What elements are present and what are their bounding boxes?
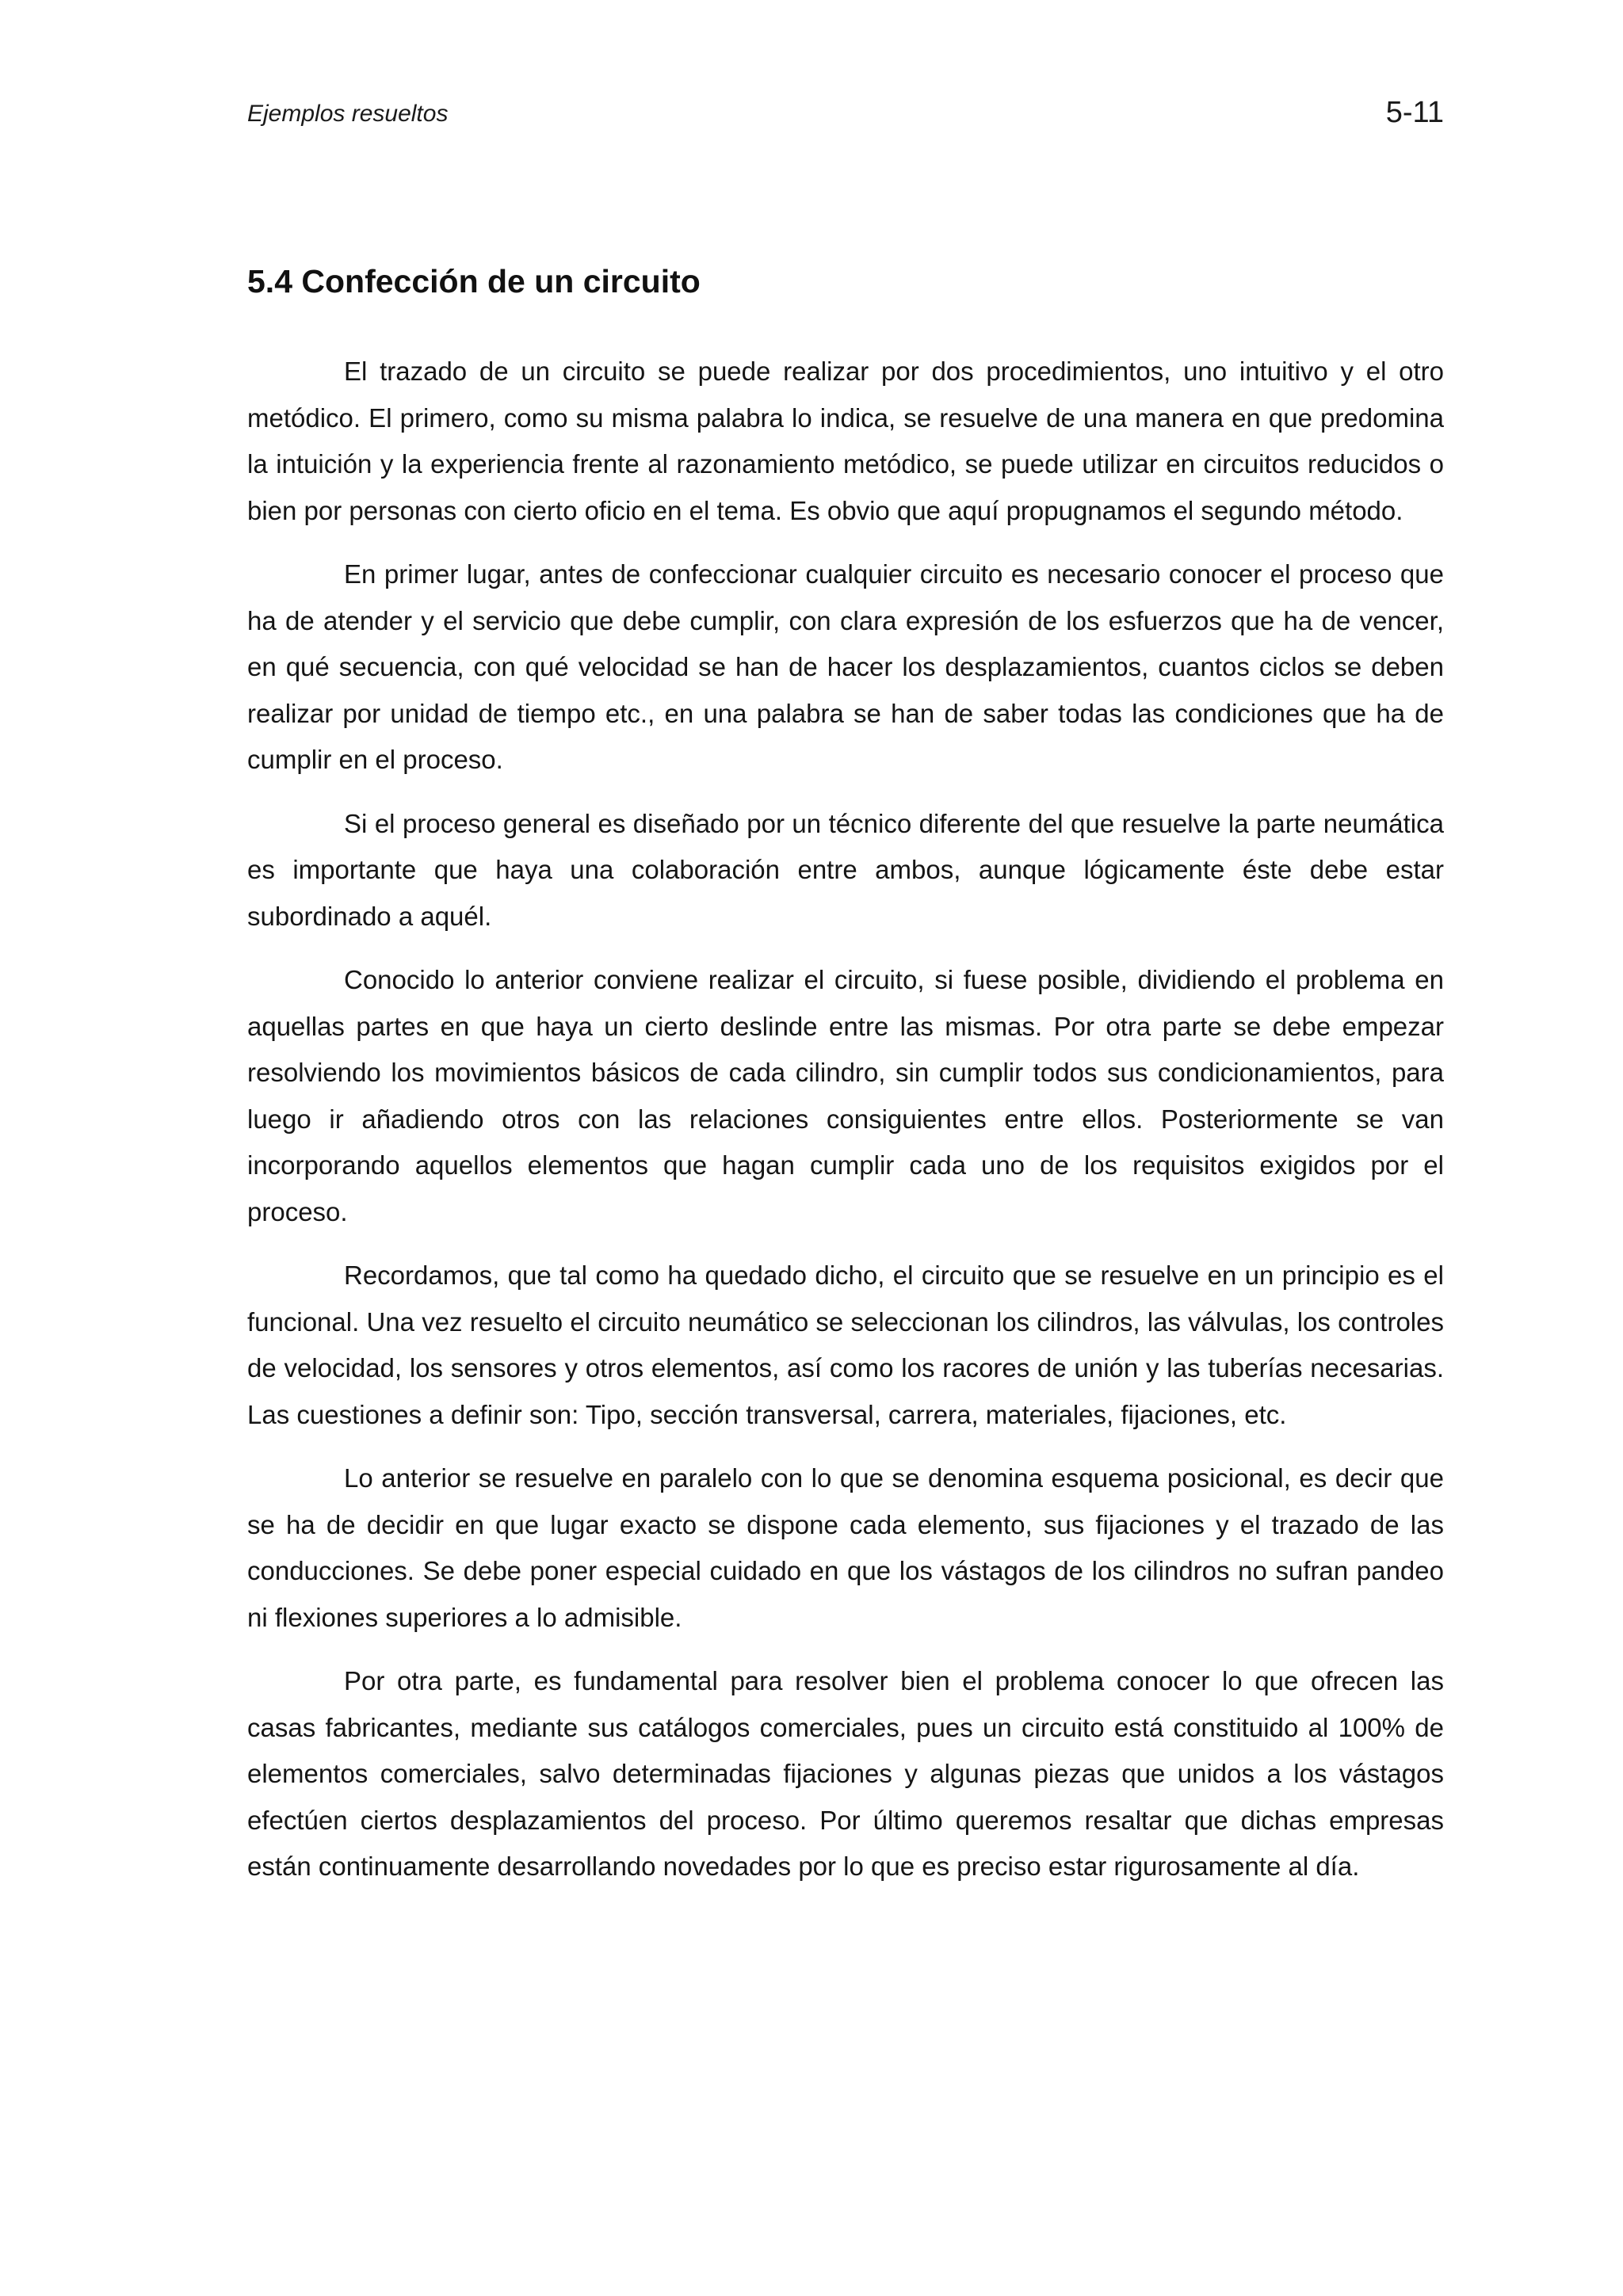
body-text	[247, 349, 1444, 1908]
paragraph-4: Conocido lo anterior conviene realizar el circuito, si fuese posible, dividiendo el problema en aquellas partes en que haya un cierto deslinde entre las mismas. Por otra parte se debe empezar resolviendo los movimientos básicos de cada cilindro, sin cumplir todos sus condicionamientos, para luego ir añadiendo otros con las relaciones consiguientes entre ellos. Posteriormente se van incorporando aquellos elementos que hagan cumplir cada uno de los requisitos exigidos por el proceso.	[247, 965, 1444, 1226]
paragraph-7: Por otra parte, es fundamental para resolver bien el problema conocer lo que ofrecen las casas fabricantes, mediante sus catálogos comerciales, pues un circuito está constituido al 100% de elementos comerciales, salvo determinadas fijaciones y algunas piezas que unidos a los vástagos efectúen ciertos desplazamientos del proceso. Por último queremos resaltar que dichas empresas están continuamente desarrollando novedades por lo que es preciso estar rigurosamente al día.	[247, 1666, 1444, 1881]
paragraph-1: El trazado de un circuito se puede realizar por dos procedimientos, uno intuitivo y el otro metódico. El primero, como su misma palabra lo indica, se resuelve de una manera en que predomina la intuición y la experiencia frente al razonamiento metódico, se puede utilizar en circuitos reducidos o bien por personas con cierto oficio en el tema. Es obvio que aquí propugnamos el segundo método.	[247, 357, 1444, 525]
paragraph-2: En primer lugar, antes de confeccionar cualquier circuito es necesario conocer el proceso que ha de atender y el servicio que debe cumplir, con clara expresión de los esfuerzos que ha de vencer, en qué secuencia, con qué velocidad se han de hacer los desplazamientos, cuantos ciclos se deben realizar por unidad de tiempo etc., en una palabra se han de saber todas las condiciones que ha de cumplir en el proceso.	[247, 559, 1444, 774]
page-number: 5-11	[1385, 96, 1444, 129]
paragraph-6: Lo anterior se resuelve en paralelo con lo que se denomina esquema posicional, es decir que se ha de decidir en que lugar exacto se dispone cada elemento, sus fijaciones y el trazado de las conducciones. Se debe poner especial cuidado en que los vástagos de los cilindros no sufran pandeo ni flexiones superiores a lo admisible.	[247, 1463, 1444, 1632]
section-heading: 5.4 Confección de un circuito	[247, 263, 701, 299]
paragraph-3: Si el proceso general es diseñado por un técnico diferente del que resuelve la parte neumática es importante que haya una colaboración entre ambos, aunque lógicamente éste debe estar subordinado a aquél.	[247, 808, 1444, 931]
running-title: Ejemplos resueltos	[247, 101, 449, 127]
paragraph-5: Recordamos, que tal como ha quedado dicho, el circuito que se resuelve en un principio es el funcional. Una vez resuelto el circuito neumático se seleccionan los cilindros, las válvulas, los controles de velocidad, los sensores y otros elementos, así como los racores de unión y las tuberías necesarias. Las cuestiones a definir son: Tipo, sección transversal, carrera, materiales, fijaciones, etc.	[247, 1261, 1444, 1429]
running-header	[247, 95, 1444, 135]
